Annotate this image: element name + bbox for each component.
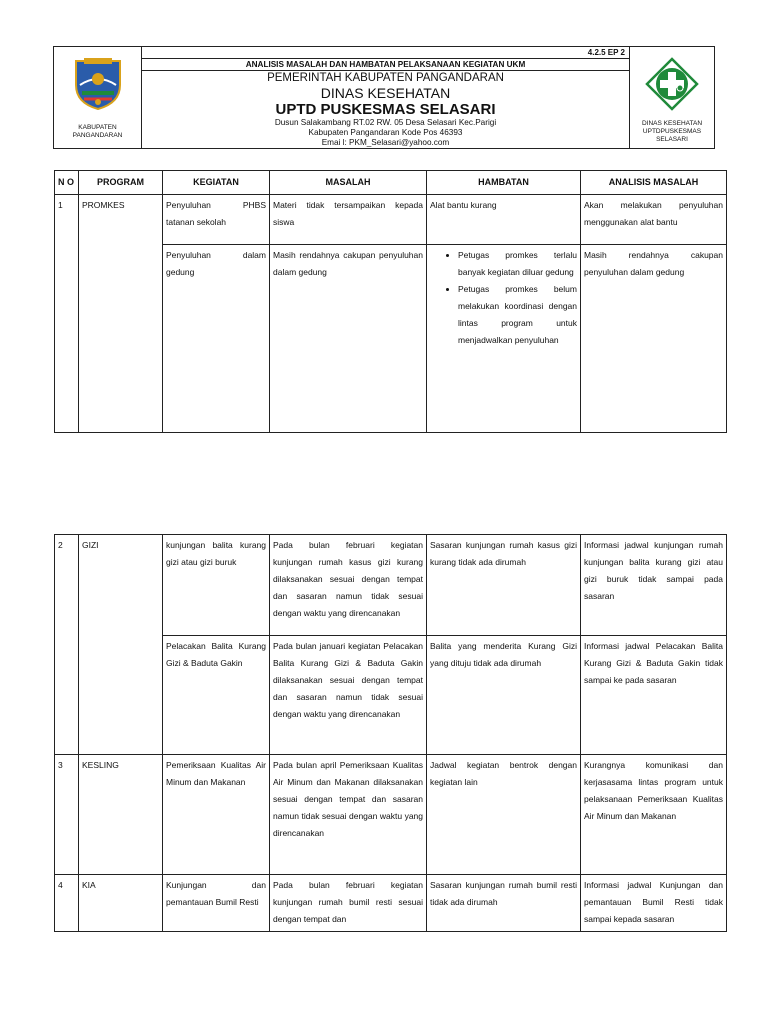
program-name: KIA — [79, 875, 163, 932]
institution-name: UPTD PUSKESMAS SELASARI — [275, 101, 496, 118]
regency-crest-icon — [72, 55, 124, 111]
analisis-cell: Akan melakukan penyuluhan menggunakan alat bantu — [581, 195, 727, 245]
header-program: PROGRAM — [79, 171, 163, 195]
hambatan-cell: Balita yang menderita Kurang Gizi yang dituju tidak ada dirumah — [427, 636, 581, 755]
row-number: 1 — [55, 195, 79, 433]
program-name: KESLING — [79, 755, 163, 875]
masalah-cell: Pada bulan april Pemeriksaan Kualitas Air Minum dan Makanan dilaksanakan sesuai dengan tempat dan sasaran namun tidak sesuai dengan waktu yang direncanakan — [270, 755, 427, 875]
kegiatan-cell: Pelacakan Balita Kurang Gizi & Baduta Gakin — [163, 636, 270, 755]
hambatan-bullet: • Petugas promkes belum melakukan koordinasi dengan lintas program untuk menjadwalkan penyuluhan — [458, 281, 577, 349]
analysis-table-2 — [54, 534, 727, 932]
table-row — [55, 875, 727, 932]
program-name: GIZI — [79, 535, 163, 755]
department-name: DINAS KESEHATAN — [320, 85, 451, 101]
hambatan-cell: Jadwal kegiatan bentrok dengan kegiatan lain — [427, 755, 581, 875]
document-title: ANALISIS MASALAH DAN HAMBATAN PELAKSANAAN KEGIATAN UKM — [142, 59, 629, 71]
table-row — [55, 535, 727, 636]
address-line-2: Kabupaten Pangandaran Kode Pos 46393 — [308, 128, 463, 137]
puskesmas-logo-cell — [629, 47, 714, 148]
kegiatan-cell: Penyuluhan PHBS tatanan sekolah — [163, 195, 270, 245]
masalah-cell: Pada bulan februari kegiatan kunjungan rumah bumil resti sesuai dengan tempat dan — [270, 875, 427, 932]
header-center — [142, 47, 629, 148]
right-caption-line1: DINAS KESEHATAN — [641, 120, 703, 127]
analisis-cell: Masih rendahnya cakupan penyuluhan dalam gedung — [581, 245, 727, 433]
analisis-cell: Informasi jadwal Pelacakan Balita Kurang Gizi & Baduta Gakin tidak sampai ke pada sasaran — [581, 636, 727, 755]
masalah-cell: Materi tidak tersampaikan kepada siswa — [270, 195, 427, 245]
puskesmas-logo-icon — [645, 57, 699, 111]
analisis-cell: Kurangnya komunikasi dan kerjasasama lintas program untuk pelaksanaan Pemeriksaan Kualitas Air Minum dan Makanan — [581, 755, 727, 875]
row-number: 4 — [55, 875, 79, 932]
masalah-cell: Pada bulan januari kegiatan Pelacakan Balita Kurang Gizi & Baduta Gakin dilaksanakan sesuai dengan tempat dan sasaran namun tidak sesuai dengan waktu yang direncanakan — [270, 636, 427, 755]
right-caption-line3: SELASARI — [656, 136, 688, 143]
header-masalah: MASALAH — [270, 171, 427, 195]
header-kegiatan: KEGIATAN — [163, 171, 270, 195]
masalah-cell: Masih rendahnya cakupan penyuluhan dalam gedung — [270, 245, 427, 433]
left-caption-line2: PANGANDARAN — [72, 132, 123, 139]
hambatan-bullet: • Petugas promkes terlalu banyak kegiatan diluar gedung — [458, 247, 577, 281]
left-caption-line1: KABUPATEN — [78, 124, 117, 131]
table-row — [55, 195, 727, 245]
address-line-1: Dusun Salakambang RT.02 RW. 05 Desa Selasari Kec.Parigi — [274, 118, 497, 127]
header-analisis: ANALISIS MASALAH — [581, 171, 727, 195]
kegiatan-cell: kunjungan balita kurang gizi atau gizi buruk — [163, 535, 270, 636]
right-caption-line2: UPTDPUSKESMAS — [642, 128, 702, 135]
analisis-cell: Informasi jadwal Kunjungan dan pemantauan Bumil Resti tidak sampai kepada sasaran — [581, 875, 727, 932]
row-number: 3 — [55, 755, 79, 875]
masalah-cell: Pada bulan februari kegiatan kunjungan rumah kasus gizi kurang dilaksanakan sesuai dengan tempat dan sasaran namun tidak sesuai dengan waktu yang direncanakan — [270, 535, 427, 636]
program-name: PROMKES — [79, 195, 163, 433]
kegiatan-cell: Kunjungan dan pemantauan Bumil Resti — [163, 875, 270, 932]
analisis-cell: Informasi jadwal kunjungan rumah kunjungan balita kurang gizi atau gizi buruk tidak sampai pada sasaran — [581, 535, 727, 636]
hambatan-cell: Sasaran kunjungan rumah kasus gizi kurang tidak ada dirumah — [427, 535, 581, 636]
kegiatan-cell: Pemeriksaan Kualitas Air Minum dan Makanan — [163, 755, 270, 875]
hambatan-cell: Alat bantu kurang — [427, 195, 581, 245]
table-row — [55, 755, 727, 875]
regency-logo-cell — [54, 47, 142, 148]
hambatan-cell — [427, 245, 581, 433]
hambatan-bullet-list — [430, 247, 577, 349]
analysis-table-1 — [54, 170, 727, 433]
document-header — [53, 46, 715, 149]
kegiatan-cell: Penyuluhan dalam gedung — [163, 245, 270, 433]
hambatan-cell: Sasaran kunjungan rumah bumil resti tidak ada dirumah — [427, 875, 581, 932]
table-header-row — [55, 171, 727, 195]
row-number: 2 — [55, 535, 79, 755]
email-line: Emai l: PKM_Selasari@yahoo.com — [321, 138, 450, 147]
header-no: N O — [55, 171, 79, 195]
document-code: 4.2.5 EP 2 — [142, 47, 629, 59]
government-name: PEMERINTAH KABUPATEN PANGANDARAN — [267, 72, 504, 84]
header-hambatan: HAMBATAN — [427, 171, 581, 195]
